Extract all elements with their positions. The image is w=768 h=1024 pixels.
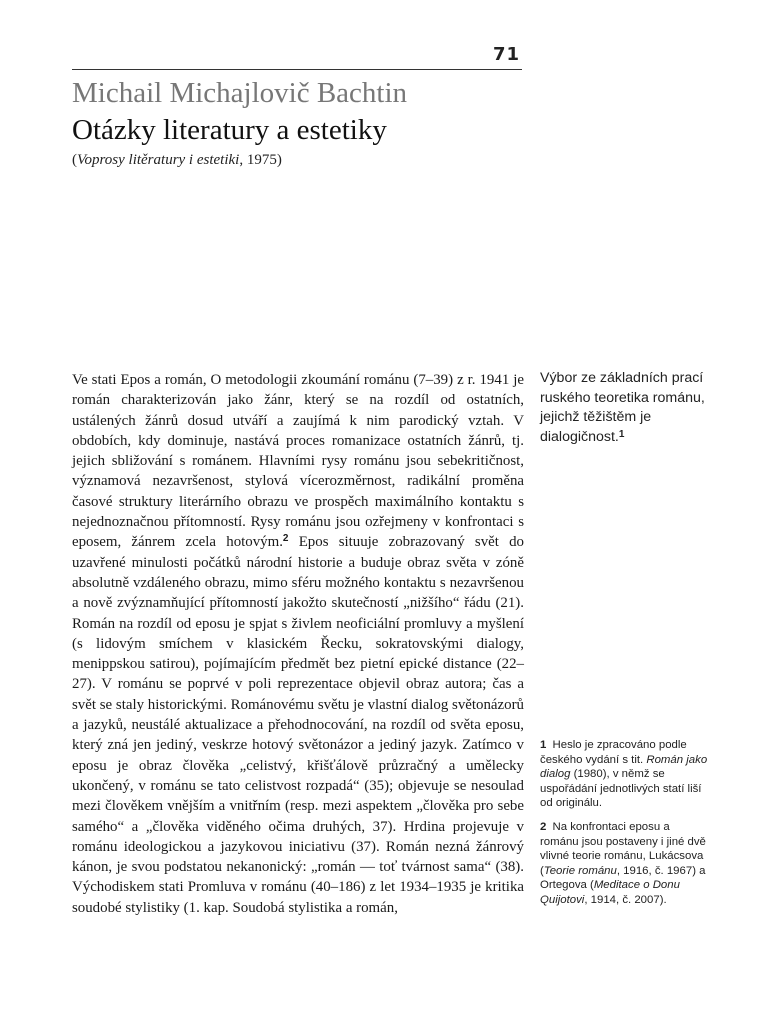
original-title: Voprosy litěratury i estetiki bbox=[77, 152, 240, 168]
footnote-text: Heslo je zpracováno podle českého vydání s tit. bbox=[540, 739, 687, 766]
footnotes bbox=[540, 738, 710, 917]
footnote-italic: Teorie románu bbox=[543, 864, 617, 877]
side-note-text: Výbor ze základních prací ruského teoretika románu, jejichž těžištěm je dialogičnost. bbox=[540, 370, 705, 445]
footnote-text: , 1916, č. 1967) a Ortegova ( bbox=[540, 864, 706, 892]
footnote-ref-2[interactable]: 2 bbox=[282, 533, 289, 545]
side-note bbox=[540, 369, 712, 447]
footnote-text: , 1914, č. 2007). bbox=[584, 893, 667, 906]
footnote-number: 2 bbox=[540, 820, 547, 833]
footnote-text: Na konfrontaci eposu a románu jsou postaveny i jiné dvě vlivné teorie románu, Lukácsova ( bbox=[540, 820, 706, 877]
entry-title: Otázky literatury a estetiky bbox=[72, 114, 387, 146]
main-text-part-2: Epos situuje zobrazovaný svět do uzavřené minulosti počátků národní historie a buduje obraz světa v zóně absolutně vzdáleného obrazu, mimo sféru možného kontaktu s nezavršenou a nově zvýznamňující přítomností jakožto skutečností „nižšího“ řádu (21). Román na rozdíl od eposu je spjat s živlem neoficiální promluvy a myšlení (s lidovým smíchem v klasickém Řecku, sokratovskými dialogy, menippskou satirou), pojímajícím předmět bez pietní epické distance (22–27). V románu se poprvé v poli reprezentace objevil obraz autora; čas a svět se staly historickými. Románovému světu je vlastní dialog světonázorů a jazyků, neustálé aktualizace a přehodnocování, na rozdíl od světa eposu, který zná jen jediný, veskrze hotový světonázor a jediný jazyk. Zatímco v eposu je obraz člověka „celistvý, křišťálově průzračný a umělecky ukončený, v románu se tato celistvost rozpadá“ (35); objevuje se nesoulad mezi člověkem vnějším a vnitřním (resp. mezi aspektem „člověka pro sebe samého“ a „člověka viděného očima druhých, 37). Hrdina projevuje v románu ideologickou a jazykovou iniciativu (37). Román nezná žánrový kánon, je svou podstatou nekanonický: „román — toť tvárnost sama“ (38). Východiskem stati Promluva v románu (40–186) z let 1934–1935 je kritika soudobé stylistiky (1. kap. Soudobá stylistika a román, bbox=[72, 534, 524, 916]
header-rule bbox=[72, 69, 522, 70]
footnote-number: 1 bbox=[540, 739, 547, 751]
footnote-italic: Meditace o Donu Quijotovi bbox=[540, 879, 680, 906]
footnote-ref-1[interactable]: 1 bbox=[618, 428, 625, 440]
page-number: 71 bbox=[492, 44, 520, 65]
main-text bbox=[72, 370, 524, 918]
footnote-2 bbox=[540, 820, 710, 908]
main-text-part-1: Ve stati Epos a román, O metodologii zkoumání románu (7–39) z r. 1941 je román charakterizován jako žánr, který se na rozdíl od ostatních, ustálených žánrů dosud utváří a zaujímá k nim parodický vztah. V obdobích, kdy dominuje, nastává proces romanizace ostatních žánrů, tj. jejich sbližování s románem. Hlavními rysy románu jsou sebekritičnost, významová nezavršenost, stylová vícerozměrnost, radikální proměna časové struktury literárního obrazu ve prospěch maximálního kontaktu s nejednoznačnou přítomností. Rysy románu jsou ozřejmeny v konfrontaci s eposem, žánrem zcela hotovým. bbox=[72, 372, 524, 551]
entry-author: Michail Michajlovič Bachtin bbox=[72, 77, 408, 109]
footnote-text: (1980), v němž se uspořádání jednotlivých statí liší od originálu. bbox=[540, 768, 702, 810]
original-year: 1975 bbox=[246, 152, 277, 168]
original-title-line: (Voprosy litěratury i estetiki, 1975) bbox=[72, 152, 282, 168]
footnote-1 bbox=[540, 738, 710, 811]
footnote-italic: Román jako dialog bbox=[540, 753, 708, 781]
